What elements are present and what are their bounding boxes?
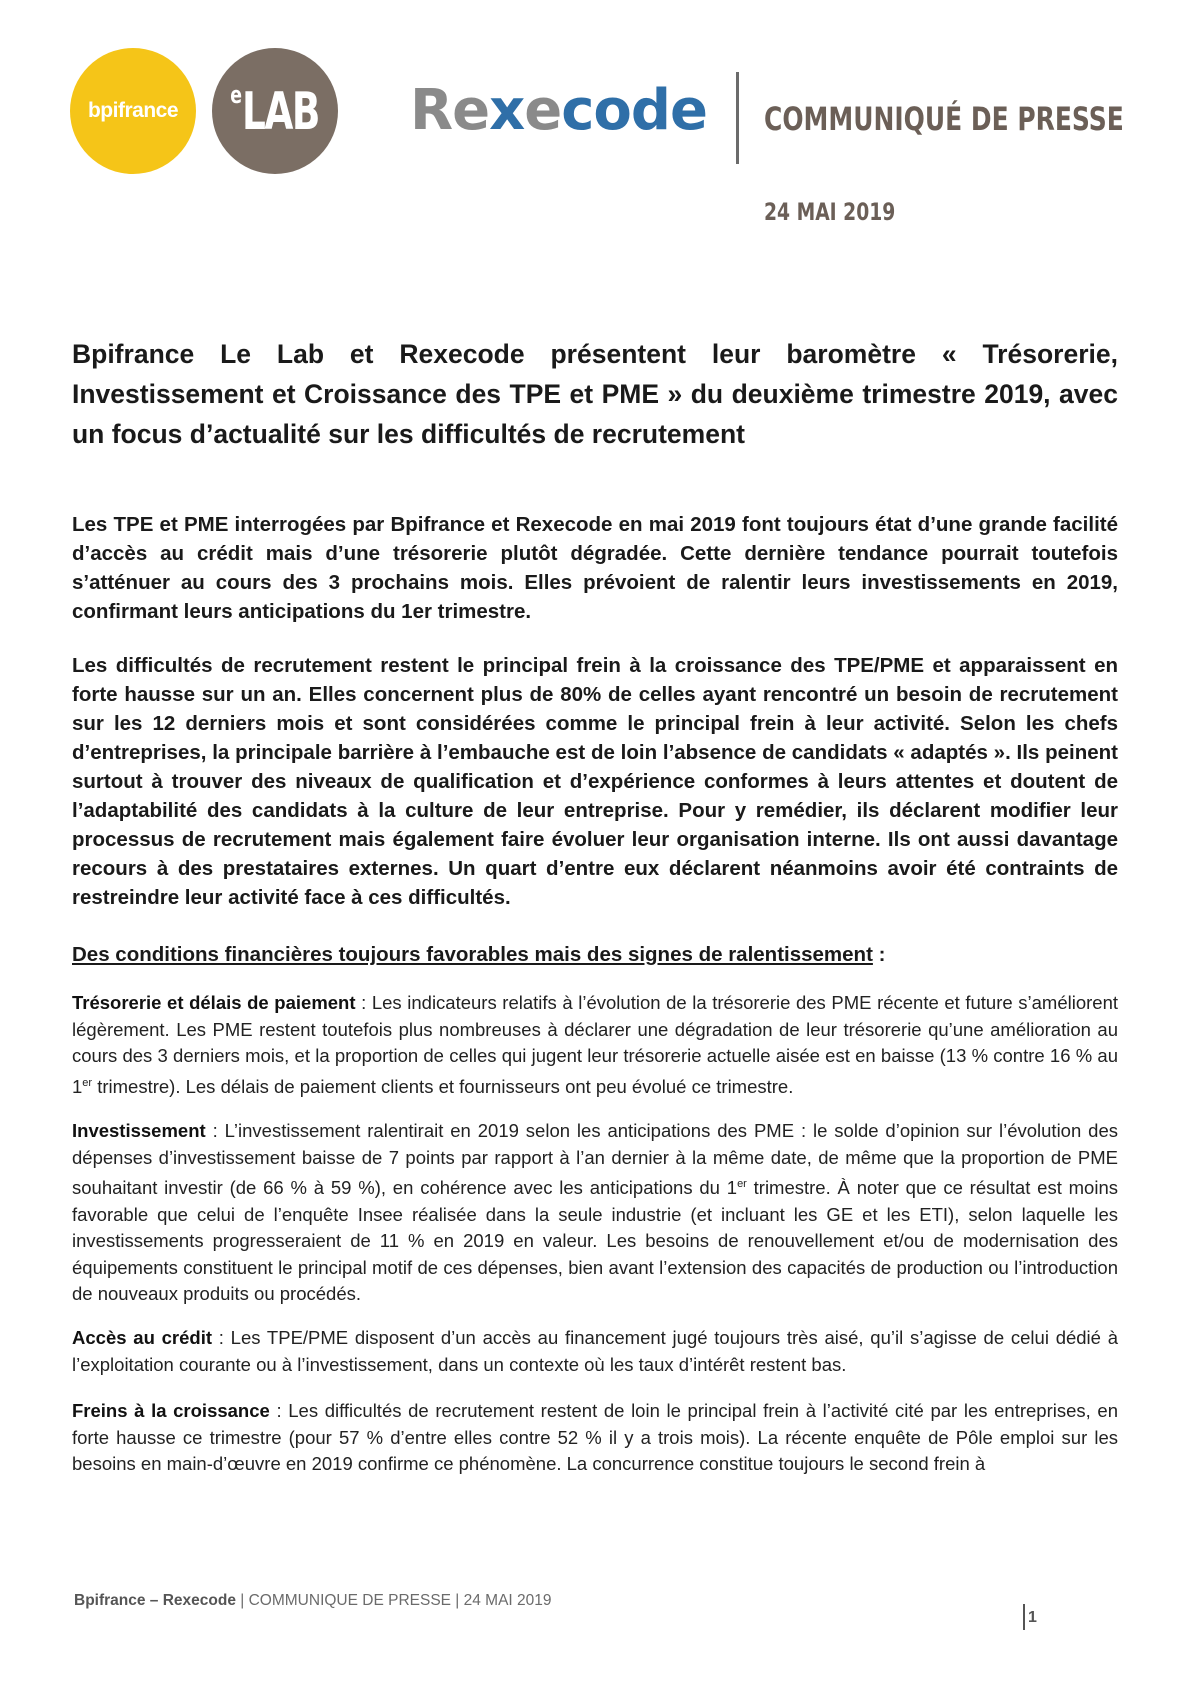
le-lab-logo xyxy=(212,48,338,174)
paragraph-investissement-text-b: trimestre. À noter que ce résultat est moins favorable que celui de l’enquête Insee réalisée dans la seule industrie (et incluant les GE et les ETI), selon laquelle les investissements progresseraient de 11 % en 2019 en valeur. Les besoins de renouvellement et/ou de modernisation des équipements constituent le principal motif de ces dépenses, bien avant l’extension des capacités de production ou l’introduction de nouveaux produits ou procédés. xyxy=(72,1177,1118,1305)
paragraph-freins xyxy=(72,1398,1118,1478)
le-lab-logo-word: LAB xyxy=(242,81,320,142)
page-number: 1 xyxy=(1028,1609,1037,1626)
paragraph-investissement-label: Investissement xyxy=(72,1120,206,1141)
paragraph-freins-label: Freins à la croissance xyxy=(72,1400,270,1421)
rexecode-logo-part-1: Re xyxy=(410,78,490,143)
bpifrance-logo-text: bpifrance xyxy=(87,99,179,122)
paragraph-tresorerie xyxy=(72,990,1118,1100)
section-heading-suffix: : xyxy=(872,943,886,966)
paragraph-investissement xyxy=(72,1118,1118,1308)
paragraph-tresorerie-text-a: : Les indicateurs relatifs à l’évolution de la trésorerie des PME récente et future s’améliorent légèrement. Les PME restent toutefois plus nombreuses à déclarer une dégradation de leur trésorerie qu’une amélioration au cours des 3 derniers mois, et la proportion de celles qui jugent leur trésorerie actuelle aisée est en baisse (13 % contre 16 % au 1 xyxy=(72,992,1118,1097)
le-lab-logo-text xyxy=(231,81,320,142)
footer-text: | COMMUNIQUE DE PRESSE | 24 MAI 2019 xyxy=(235,1592,552,1609)
rexecode-logo xyxy=(410,78,707,143)
page-footer xyxy=(74,1592,552,1610)
header-divider xyxy=(736,72,739,164)
bpifrance-logo xyxy=(70,48,196,174)
lead-paragraph-1: Les TPE et PME interrogées par Bpifrance et Rexecode en mai 2019 font toujours état d’une grande facilité d’accès au crédit mais d’une trésorerie plutôt dégradée. Cette dernière tendance pourrait toutefois s’atténuer au cours des 3 prochains mois. Elles prévoient de ralentir leurs investissements en 2019, confirmant leurs anticipations du 1er trimestre. xyxy=(72,513,1118,623)
section-heading-text: Des conditions financières toujours favorables mais des signes de ralentissement xyxy=(72,943,873,966)
paragraph-investissement-sup: er xyxy=(737,1178,747,1190)
paragraph-tresorerie-text-b: trimestre). Les délais de paiement clients et fournisseurs ont peu évolué ce trimestre. xyxy=(92,1075,794,1097)
paragraph-credit-label: Accès au crédit xyxy=(72,1327,213,1348)
paragraph-investissement-text-a: : L’investissement ralentirait en 2019 selon les anticipations des PME : le solde d’opinion sur l’évolution des dépenses d’investissement baisse de 7 points par rapport à l’an dernier à la même date, de même que la proportion de PME souhaitant investir (de 66 % à 59 %), en cohérence avec les anticipations du 1 xyxy=(72,1120,1118,1199)
footer-brand: Bpifrance – Rexecode xyxy=(74,1592,236,1609)
page-number-divider xyxy=(1023,1604,1025,1630)
section-heading xyxy=(72,940,1118,969)
rexecode-logo-part-3: e xyxy=(524,78,562,143)
rexecode-logo-part-4: code xyxy=(561,78,707,143)
paragraph-tresorerie-label: Trésorerie et délais de paiement xyxy=(72,992,356,1013)
le-lab-logo-prefix: e xyxy=(230,80,243,109)
press-release-title: COMMUNIQUÉ DE PRESSE xyxy=(764,100,1124,138)
lead-paragraph-2: Les difficultés de recrutement restent le principal frein à la croissance des TPE/PME et apparaissent en forte hausse sur un an. Elles concernent plus de 80% de celles ayant rencontré un besoin de recrutement sur les 12 derniers mois et sont considérées comme le principal frein à leur activité. Selon les chefs d’entreprises, la principale barrière à l’embauche est de loin l’absence de candidats « adaptés ». Ils peinent surtout à trouver des niveaux de qualification et d’expérience conformes à leurs attentes et doutent de l’adaptabilité des candidats à la culture de leur entreprise. Pour y remédier, ils déclarent modifier leur processus de recrutement mais également faire évoluer leur organisation interne. Ils ont aussi davantage recours à des prestataires externes. Un quart d’entre eux déclarent néanmoins avoir été contraints de restreindre leur activité face à ces difficultés. xyxy=(72,654,1118,909)
paragraph-credit-text: : Les TPE/PME disposent d’un accès au financement jugé toujours très aisé, qu’il s’agisse de celui dédié à l’exploitation courante ou à l’investissement, dans un contexte où les taux d’intérêt restent bas. xyxy=(72,1327,1119,1375)
paragraph-freins-text: : Les difficultés de recrutement restent de loin le principal frein à l’activité cité par les entreprises, en forte hausse ce trimestre (pour 57 % d’entre elles contre 52 % il y a trois mois). La récente enquête de Pôle emploi sur les besoins en main-d’œuvre en 2019 confirme ce phénomène. La concurrence constitue toujours le second frein à xyxy=(72,1400,1118,1474)
document-title: Bpifrance Le Lab et Rexecode présentent leur baromètre « Trésorerie, Investissement et Croissance des TPE et PME » du deuxième trimestre 2019, avec un focus d’actualité sur les difficultés de recrutement xyxy=(72,339,1118,449)
rexecode-logo-part-2: x xyxy=(489,78,525,143)
paragraph-credit xyxy=(72,1325,1118,1378)
press-release-date: 24 MAI 2019 xyxy=(764,198,896,226)
paragraph-tresorerie-sup: er xyxy=(82,1076,93,1089)
